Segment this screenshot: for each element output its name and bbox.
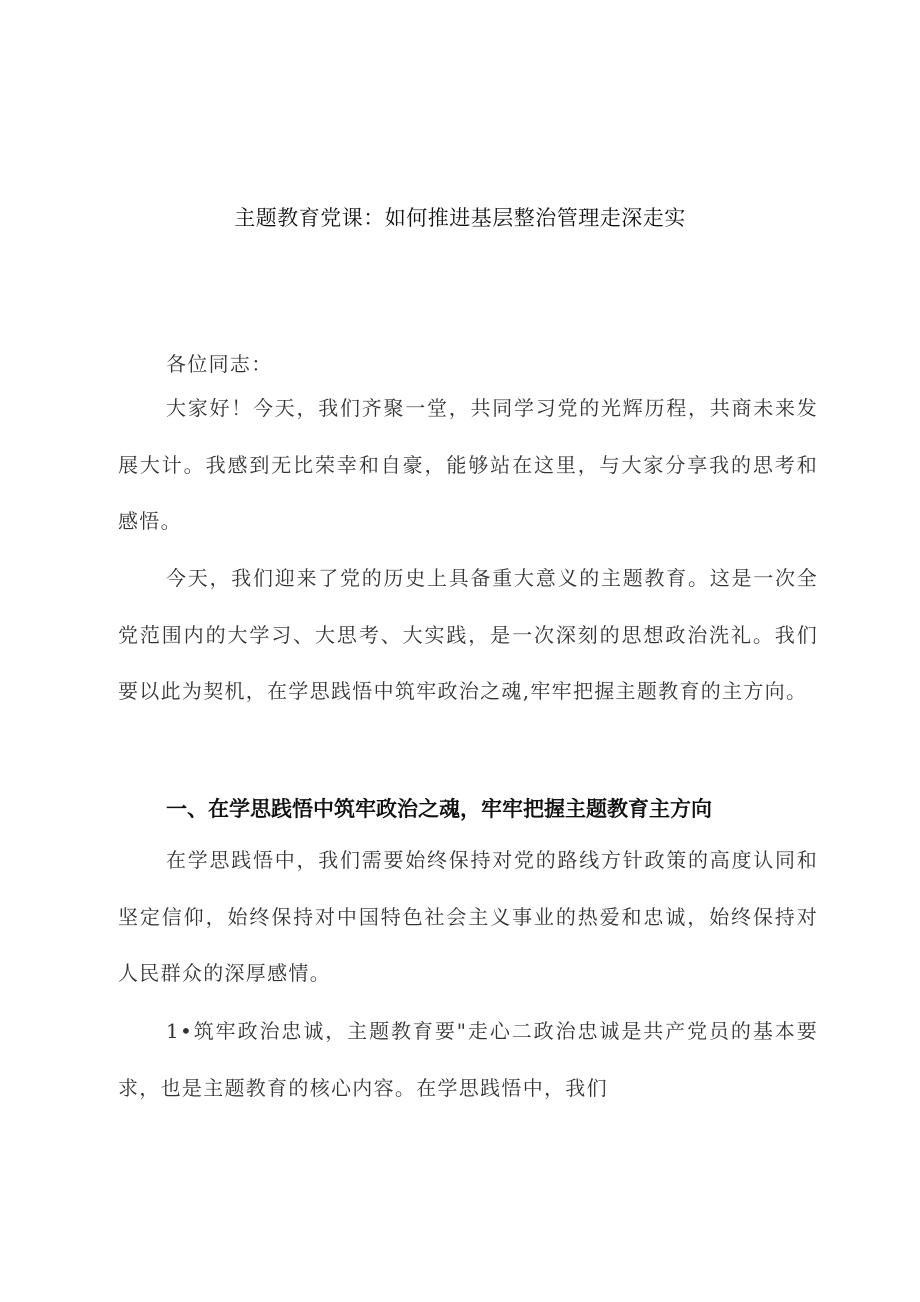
salutation: 各位同志： xyxy=(166,352,273,376)
paragraph-introduction: 今天，我们迎来了党的历史上具备重大意义的主题教育。这是一次全党范围内的大学习、大思考、大实践，是一次深刻的思想政治洗礼。我们要以此为契机，在学思践悟中筑牢政治之魂,牢牢把握主题教育的主方向。 xyxy=(118,566,818,703)
paragraph-subsection-1: 1•筑牢政治忠诚，主题教育要"走心二政治忠诚是共产党员的基本要求，也是主题教育的核心内容。在学思践悟中，我们 xyxy=(118,1019,818,1100)
section-heading-1: 一、在学思践悟中筑牢政治之魂，牢牢把握主题教育主方向 xyxy=(166,797,712,821)
paragraph-greeting: 大家好！今天，我们齐聚一堂，共同学习党的光辉历程，共商未来发展大计。我感到无比荣幸和自豪，能够站在这里，与大家分享我的思考和感悟。 xyxy=(118,396,818,533)
document-title: 主题教育党课：如何推进基层整治管理走深走实 xyxy=(234,206,686,230)
paragraph-section-1: 在学思践悟中，我们需要始终保持对党的路线方针政策的高度认同和坚定信仰，始终保持对中国特色社会主义事业的热爱和忠诚，始终保持对人民群众的深厚感情。 xyxy=(118,848,818,985)
